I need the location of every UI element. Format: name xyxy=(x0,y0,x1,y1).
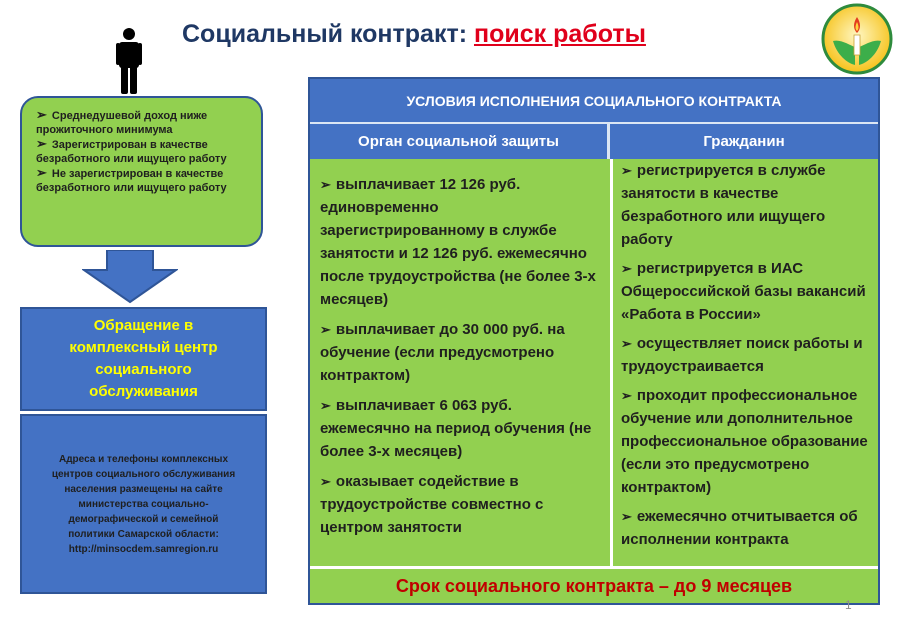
list-item: ➢ выплачивает 12 126 руб. единовременно зарегистрированному в службе занятости и 12 126 руб. ежемесячно после трудоустройства (не более 3-х месяцев) xyxy=(320,176,596,308)
table-header: УСЛОВИЯ ИСПОЛНЕНИЯ СОЦИАЛЬНОГО КОНТРАКТА xyxy=(310,79,878,124)
list-item: ➢ регистрируется в ИАС Общероссийской базы вакансий «Работа в России» xyxy=(621,260,866,323)
list-item: ➢ ежемесячно отчитывается об исполнении контракта xyxy=(621,508,858,548)
list-item: ➢ выплачивает 6 063 руб. ежемесячно на период обучения (не более 3-х месяцев) xyxy=(320,397,592,460)
page-number: 1 xyxy=(845,598,852,612)
list-item: ➢ проходит профессиональное обучение или дополнительное профессиональное образование (если это предусмотрено контрактом) xyxy=(621,387,868,496)
appeal-box: Обращение в комплексный центр социального обслуживания xyxy=(20,307,267,411)
requirement-item: ➢ Среднедушевой доход ниже прожиточного минимума xyxy=(36,107,208,136)
agency-obligations xyxy=(310,159,610,566)
list-item: ➢ выплачивает до 30 000 руб. на обучение (если предусмотрено контрактом) xyxy=(320,321,565,384)
title-highlight: поиск работы xyxy=(473,20,646,48)
contract-term: Срок социального контракта – до 9 месяцев xyxy=(310,566,878,603)
hands-candle-logo-icon xyxy=(821,3,893,75)
contacts-box: Адреса и телефоны комплексных центров социального обслуживания населения размещены на сайте министерства социально-демографической и семейной политики Самарской области: http://minsocdem.samregion.ru xyxy=(20,414,267,594)
conditions-table xyxy=(308,77,880,605)
column-header-agency: Орган социальной защиты xyxy=(310,124,610,159)
requirement-item: ➢ Зарегистрирован в качестве безработного или ищущего работу xyxy=(36,136,227,165)
person-icon xyxy=(116,28,142,94)
title-main: Социальный контракт: xyxy=(182,20,474,48)
requirements-box xyxy=(20,96,263,247)
requirement-item: ➢ Не зарегистрирован в качестве безработного или ищущего работу xyxy=(36,165,227,194)
down-arrow-icon xyxy=(82,250,178,304)
page-title xyxy=(182,20,742,49)
list-item: ➢ оказывает содействие в трудоустройстве совместно с центром занятости xyxy=(320,473,544,536)
column-header-citizen: Гражданин xyxy=(610,124,878,159)
citizen-obligations xyxy=(613,159,878,566)
list-item: ➢ регистрируется в службе занятости в качестве безработного или ищущего работу xyxy=(621,162,826,248)
list-item: ➢ осуществляет поиск работы и трудоустраивается xyxy=(621,335,863,375)
